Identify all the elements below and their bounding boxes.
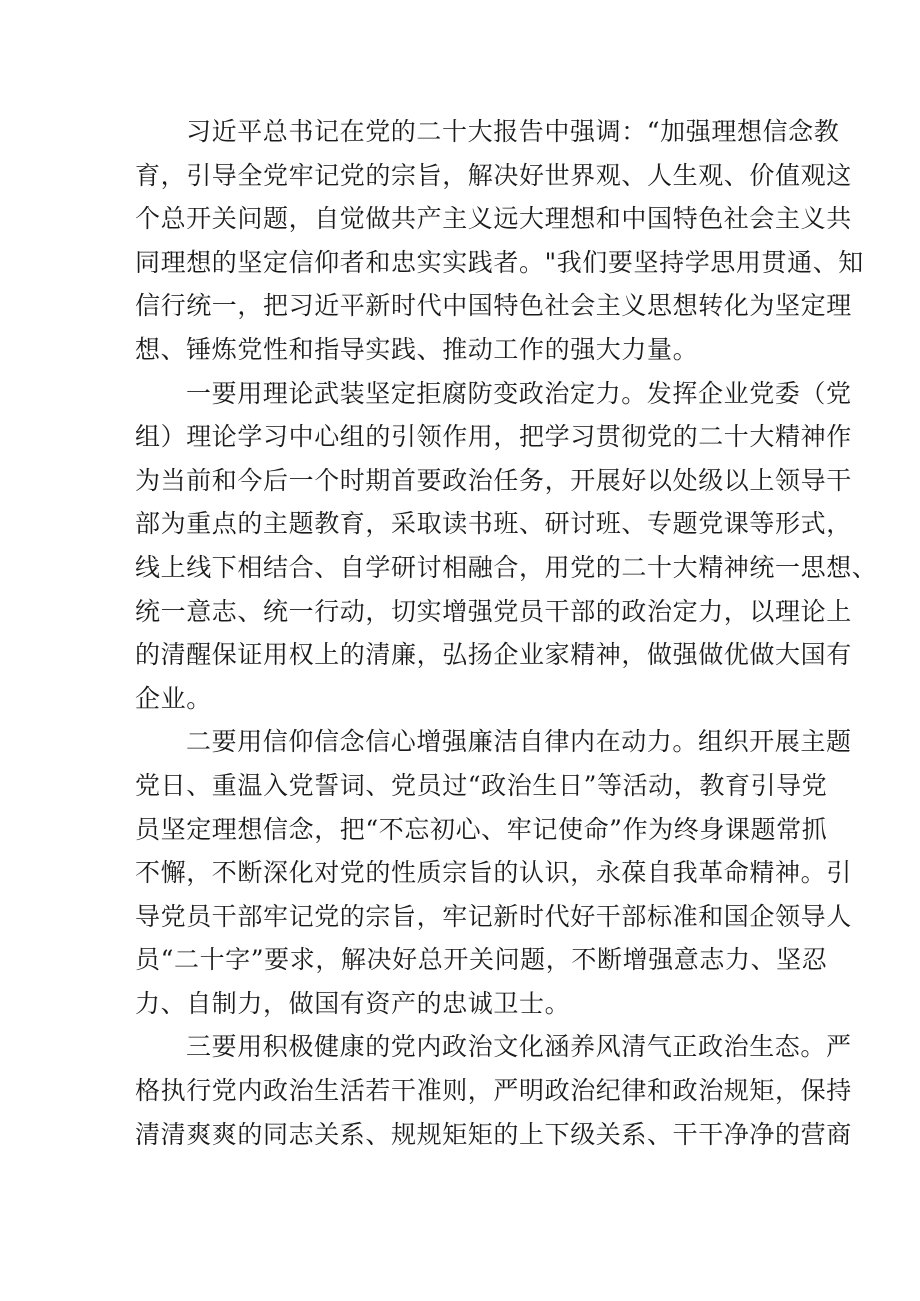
text-line: 清清爽爽的同志关系、规规矩矩的上下级关系、干干净净的营商 [135, 1119, 852, 1149]
paragraph-ideals [135, 110, 864, 372]
text-line: 力、自制力，做国有资产的忠诚卫士。 [135, 988, 571, 1018]
text-line: 为当前和今后一个时期首要政治任务，开展好以处级以上领导干 [135, 465, 852, 495]
paragraph-point-one [135, 372, 878, 721]
text-line: 党日、重温入党誓词、党员过“政治生日”等活动，教育引导党 [135, 770, 828, 800]
text-line: 统一意志、统一行动，切实增强党员干部的政治定力，以理论上 [135, 596, 852, 626]
text-line: 部为重点的主题教育，采取读书班、研讨班、专题党课等形式， [135, 509, 852, 539]
text-line: 个总开关问题，自觉做共产主义远大理想和中国特色社会主义共 [135, 204, 852, 234]
text-line: 员坚定理想信念，把“不忘初心、牢记使命”作为终身课题常抓 [135, 814, 828, 844]
paragraph-point-two [135, 720, 852, 1025]
text-line: 企业。 [135, 683, 212, 713]
text-line: 导党员干部牢记党的宗旨，牢记新时代好干部标准和国企领导人 [135, 901, 852, 931]
text-line: 二要用信仰信念信心增强廉洁自律内在动力。组织开展主题 [186, 727, 852, 757]
text-line: 三要用积极健康的党内政治文化涵养风清气正政治生态。严 [186, 1032, 852, 1062]
text-line: 员“二十字”要求，解决好总开关问题，不断增强意志力、坚忍 [135, 945, 828, 975]
text-line: 线上线下相结合、自学研讨相融合，用党的二十大精神统一思想、 [135, 552, 878, 582]
text-line: 同理想的坚定信仰者和忠实实践者。"我们要坚持学思用贯通、知 [135, 247, 864, 277]
text-line: 想、锤炼党性和指导实践、推动工作的强大力量。 [135, 334, 699, 364]
text-line: 格执行党内政治生活若干准则，严明政治纪律和政治规矩，保持 [135, 1076, 852, 1106]
paragraph-point-three [135, 1025, 852, 1156]
text-line: 不懈，不断深化对党的性质宗旨的认识，永葆自我革命精神。引 [135, 858, 852, 888]
document-body [135, 110, 878, 1156]
text-line: 习近平总书记在党的二十大报告中强调：“加强理想信念教 [186, 117, 840, 146]
text-line: 的清醒保证用权上的清廉，弘扬企业家精神，做强做优做大国有 [135, 640, 852, 670]
text-line: 信行统一，把习近平新时代中国特色社会主义思想转化为坚定理 [135, 291, 852, 321]
text-line: 一要用理论武装坚定拒腐防变政治定力。发挥企业党委（党 [186, 378, 852, 408]
text-line: 组）理论学习中心组的引领作用，把学习贯彻党的二十大精神作 [135, 422, 852, 452]
text-line: 育，引导全党牢记党的宗旨，解决好世界观、人生观、价值观这 [135, 160, 852, 190]
